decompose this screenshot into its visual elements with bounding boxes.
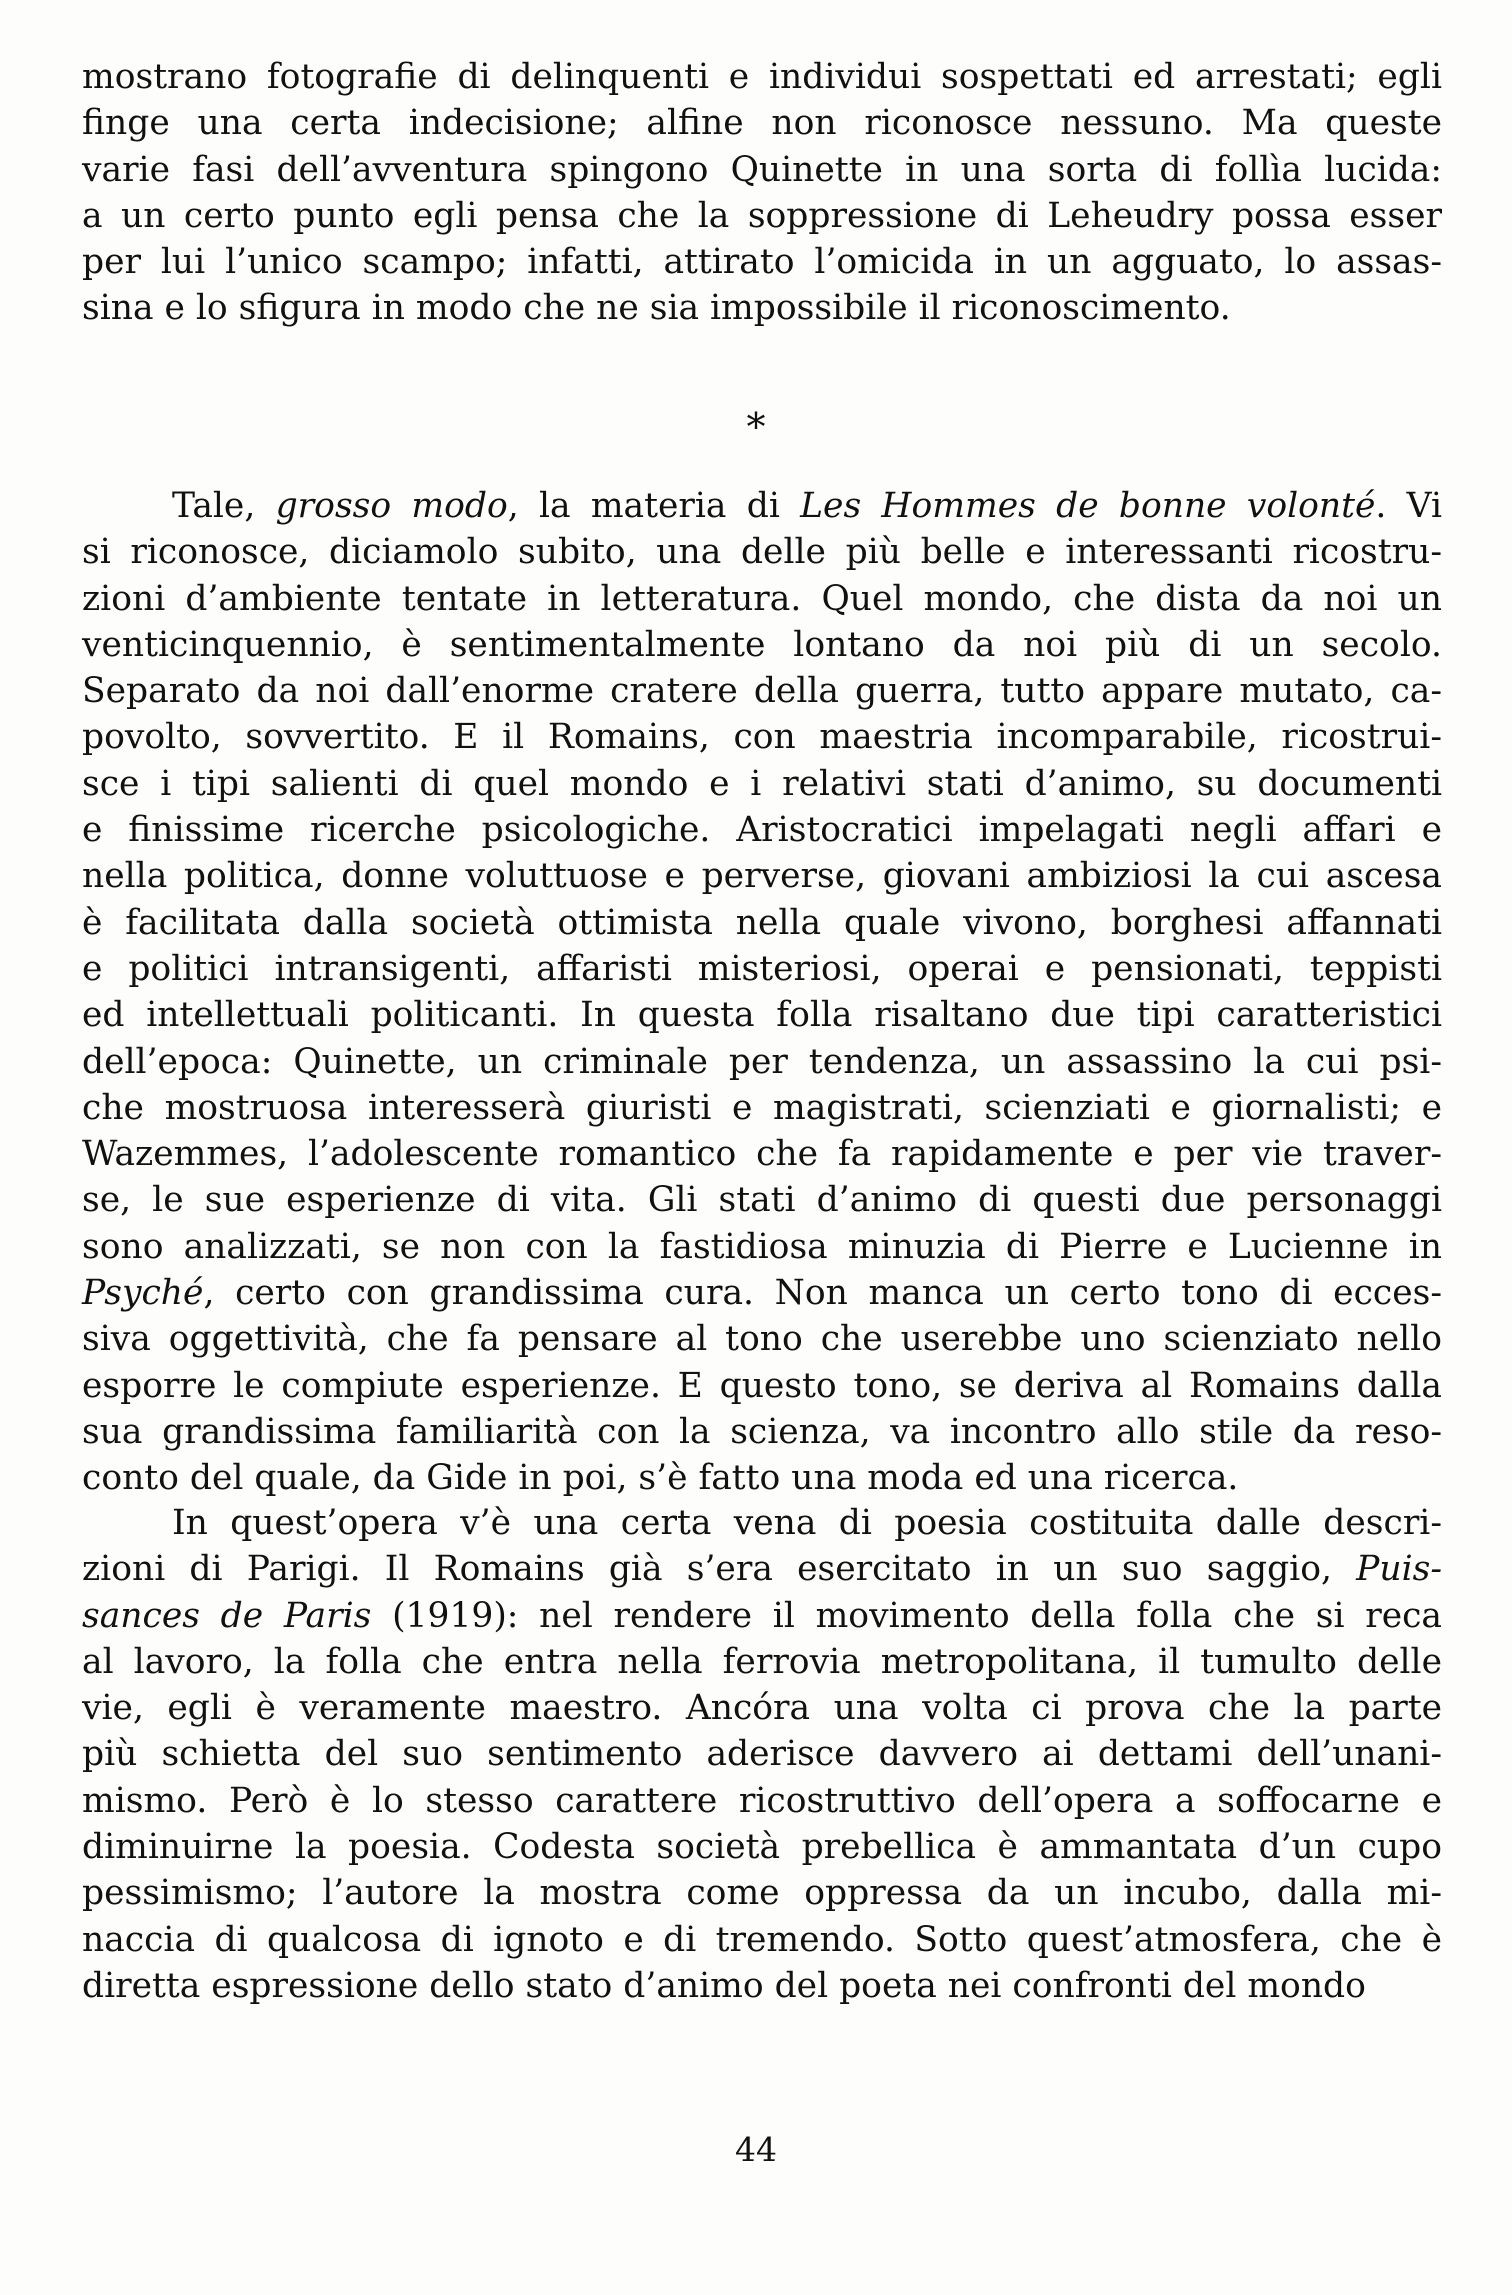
text-line: venticinquennio, è sentimentalmente lontano da noi più di un secolo. <box>82 624 1442 665</box>
text-line: nella politica, donne voluttuose e perverse, giovani ambiziosi la cui ascesa <box>82 856 1442 897</box>
text-line: al lavoro, la folla che entra nella ferrovia metropolitana, il tumulto delle <box>82 1641 1442 1682</box>
text-line: diretta espressione dello stato d’animo del poeta nei confronti del mondo <box>82 1965 1366 2006</box>
text-line: più schietta del suo sentimento aderisce davvero ai dettami dell’unani- <box>82 1734 1442 1775</box>
text-line: dell’epoca: Quinette, un criminale per tendenza, un assassino la cui psi- <box>82 1041 1442 1082</box>
text-line: Separato da noi dall’enorme cratere della guerra, tutto appare mutato, ca- <box>82 671 1442 712</box>
text-line: per lui l’unico scampo; infatti, attirato l’omicida in un agguato, lo assas- <box>82 242 1442 283</box>
text-line: e politici intransigenti, affaristi misteriosi, operai e pensionati, teppisti <box>82 948 1442 989</box>
text-line: finge una certa indecisione; alfine non riconosce nessuno. Ma queste <box>82 103 1442 144</box>
text-line: e finissime ricerche psicologiche. Aristocratici impelagati negli affari e <box>82 810 1442 851</box>
text-line: sua grandissima familiarità con la scienza, va incontro allo stile da reso- <box>82 1411 1442 1452</box>
text-line: mostrano fotografie di delinquenti e individui sospettati ed arrestati; egli <box>82 57 1442 97</box>
text-line: se, le sue esperienze di vita. Gli stati d’animo di questi due personaggi <box>82 1180 1442 1221</box>
text-line: povolto, sovvertito. E il Romains, con maestria incomparabile, ricostrui- <box>82 717 1442 758</box>
text-line: siva oggettività, che fa pensare al tono che userebbe uno scienziato nello <box>82 1319 1442 1360</box>
text-line: Tale, grosso modo, la materia di Les Hommes de bonne volonté. Vi <box>172 486 1442 526</box>
text-line: vie, egli è veramente maestro. Ancóra una volta ci prova che la parte <box>82 1688 1442 1729</box>
text-line: ed intellettuali politicanti. In questa folla risaltano due tipi caratteristici <box>82 995 1442 1036</box>
text-line: a un certo punto egli pensa che la soppressione di Leheudry possa esser <box>82 195 1442 236</box>
text-line: pessimismo; l’autore la mostra come oppressa da un incubo, dalla mi- <box>82 1873 1442 1914</box>
text-line: zioni di Parigi. Il Romains già s’era esercitato in un suo saggio, Puis- <box>82 1549 1442 1590</box>
text-line: varie fasi dell’avventura spingono Quinette in una sorta di follìa lucida: <box>82 149 1442 190</box>
page-number: 44 <box>735 2130 777 2169</box>
text-line: diminuirne la poesia. Codesta società prebellica è ammantata d’un cupo <box>82 1827 1442 1868</box>
text-line: Wazemmes, l’adolescente romantico che fa rapidamente e per vie traver- <box>82 1134 1442 1175</box>
paragraph-1 <box>82 54 1442 332</box>
text-line: sances de Paris (1919): nel rendere il movimento della folla che si reca <box>82 1595 1443 1636</box>
text-line: conto del quale, da Gide in poi, s’è fatto una moda ed una ricerca. <box>82 1458 1239 1499</box>
text-line: sina e lo sfigura in modo che ne sia impossibile il riconoscimento. <box>82 288 1231 329</box>
text-line: sce i tipi salienti di quel mondo e i relativi stati d’animo, su documenti <box>82 763 1442 804</box>
text-line: Psyché, certo con grandissima cura. Non manca un certo tono di ecces- <box>82 1273 1442 1314</box>
paragraph-3 <box>82 1500 1442 2009</box>
text-line: esporre le compiute esperienze. E questo tono, se deriva al Romains dalla <box>82 1365 1442 1406</box>
text-line: In quest’opera v’è una certa vena di poesia costituita dalle descri- <box>172 1503 1442 1543</box>
text-line: zioni d’ambiente tentate in letteratura. Quel mondo, che dista da noi un <box>82 578 1442 619</box>
text-line: naccia di qualcosa di ignoto e di tremendo. Sotto quest’atmosfera, che è <box>82 1919 1442 1960</box>
paragraph-2 <box>82 483 1442 1502</box>
text-line: sono analizzati, se non con la fastidiosa minuzia di Pierre e Lucienne in <box>82 1226 1442 1267</box>
text-line: si riconosce, diciamolo subito, una delle più belle e interessanti ricostru- <box>82 532 1442 573</box>
section-separator: * <box>746 405 766 449</box>
text-line: mismo. Però è lo stesso carattere ricostruttivo dell’opera a soffocarne e <box>82 1780 1442 1821</box>
text-line: è facilitata dalla società ottimista nella quale vivono, borghesi affannati <box>82 902 1442 943</box>
text-line: che mostruosa interesserà giuristi e magistrati, scienziati e giornalisti; e <box>82 1087 1442 1128</box>
